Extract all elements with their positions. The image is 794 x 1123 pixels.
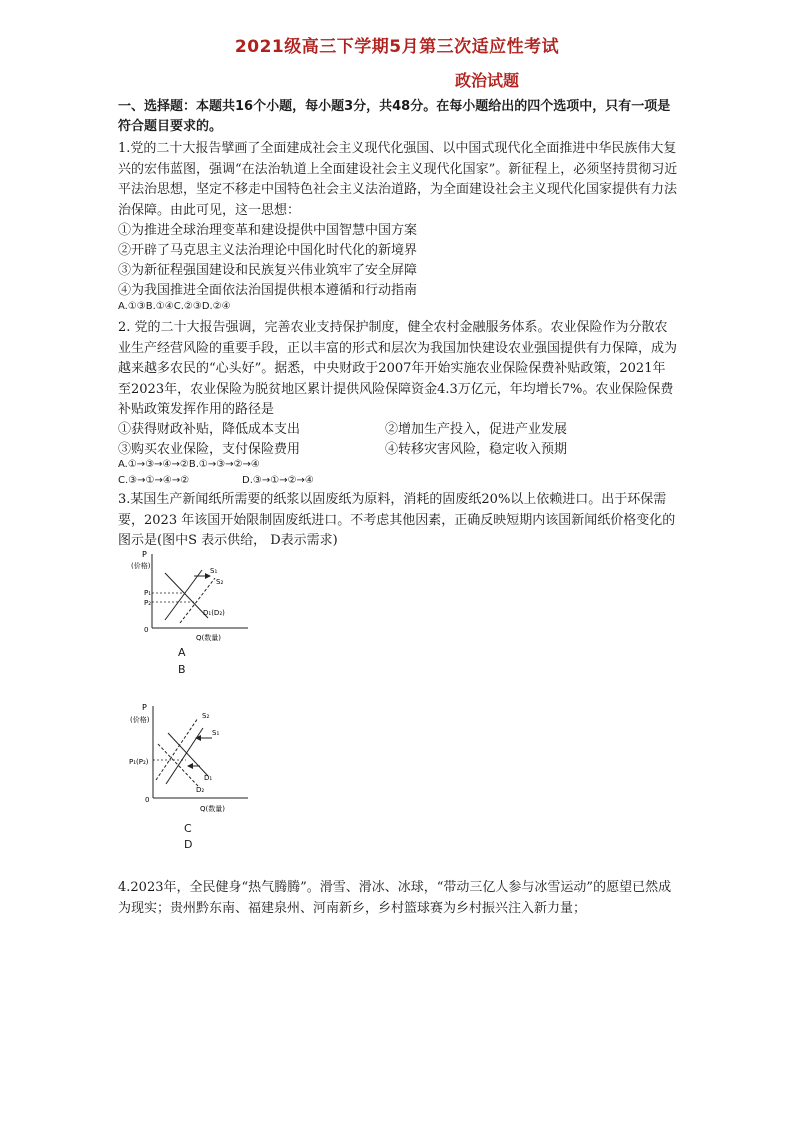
graph-2-y-axis: P (142, 703, 147, 712)
question-2-answer-c: C.③→①→④→② (118, 475, 190, 486)
graph-1-s2: S₂ (216, 578, 224, 586)
graph-1-p2: P₂ (144, 599, 152, 607)
question-1-option-2: ②开辟了马克思主义法治理论中国化时代化的新境界 (118, 243, 418, 258)
choice-label-d: D (184, 838, 193, 851)
question-1-answers: A.①③B.①④C.②③D.②④ (118, 301, 231, 312)
choice-label-c: C (184, 822, 192, 835)
exam-title: 2021级高三下学期5月第三次适应性考试 (234, 37, 560, 57)
graph-2-s1: S₁ (212, 729, 220, 737)
question-2-option-2: ②增加生产投入，促进产业发展 (385, 422, 568, 437)
question-2-answers-ab: A.①→③→④→②B.①→③→②→④ (118, 459, 260, 470)
graph-1-y-unit: (价格) (131, 562, 151, 570)
exam-subtitle: 政治试题 (455, 71, 520, 90)
graph-1-s1: S₁ (210, 567, 218, 575)
question-2-option-3: ③购买农业保险，支付保险费用 (118, 442, 301, 457)
choice-label-a: A (178, 646, 186, 659)
question-2-stem: 2. 党的二十大报告强调，完善农业支持保护制度，健全农村金融服务体系。农业保险作为分散农业生产经营风险的重要手段，正以丰富的形式和层次为我国加快建设农业强国提供有力保障，成为越来越多农民的“心头好”。据悉，中央财政于2007年开始实施农业保险保费补贴政策，2021年至2023年，农业保险为脱贫地区累计提供风险保障资金4.3万亿元，年均增长7%。农业保险保费补贴政策发挥作用的路径是 (118, 320, 678, 417)
graph-2-y-unit: (价格) (130, 716, 150, 724)
graph-1-y-axis: P (142, 550, 147, 559)
question-2-option-1: ①获得财政补贴，降低成本支出 (118, 422, 301, 437)
supply-demand-graph-1 (130, 548, 260, 648)
question-1-option-1: ①为推进全球治理变革和建设提供中国智慧中国方案 (118, 223, 418, 238)
graph-1-x-axis: Q(数量) (196, 634, 221, 642)
question-2-option-4: ④转移灾害风险，稳定收入预期 (385, 442, 568, 457)
question-3-stem: 3.某国生产新闻纸所需要的纸浆以固废纸为原料，消耗的固废纸20%以上依赖进口。出于环保需要，2023 年该国开始限制固废纸进口。不考虑其他因素，正确反映短期内该国新闻纸价格变化的图示是(图中S 表示供给， D表示需求) (118, 492, 676, 548)
question-1-option-4: ④为我国推进全面依法治国提供根本遵循和行动指南 (118, 283, 418, 298)
question-1-option-3: ③为新征程强国建设和民族复兴伟业筑牢了安全屏障 (118, 263, 418, 278)
question-4-stem: 4.2023年，全民健身“热气腾腾”。滑雪、滑冰、冰球，“带动三亿人参与冰雪运动”的愿望已然成为现实；贵州黔东南、福建泉州、河南新乡，乡村篮球赛为乡村振兴注入新力量； (118, 880, 672, 916)
graph-2-d2: D₂ (196, 786, 205, 794)
supply-demand-graph-2 (128, 698, 258, 818)
graph-1-origin: 0 (144, 626, 149, 634)
graph-2-d1: D₁ (204, 774, 213, 782)
question-2-answer-d: D.③→①→②→④ (242, 475, 314, 486)
graph-2-s2: S₂ (202, 712, 210, 720)
section-heading: 一、选择题：本题共16个小题，每小题3分，共48分。在每小题给出的四个选项中，只有一项是符合题目要求的。 (118, 99, 671, 134)
graph-1-p1: P₁ (144, 589, 152, 597)
graph-2-origin: 0 (145, 796, 150, 804)
graph-1-d: D₁(D₂) (203, 609, 225, 617)
question-1-stem: 1.党的二十大报告擘画了全面建成社会主义现代化强国、以中国式现代化全面推进中华民族伟大复兴的宏伟蓝图，强调“在法治轨道上全面建设社会主义现代化国家”。新征程上，必须坚持贯彻习近平法治思想，坚定不移走中国特色社会主义法治道路，为全面建设社会主义现代化国家提供有力法治保障。由此可见，这一思想： (118, 141, 678, 218)
graph-2-x-axis: Q(数量) (200, 805, 225, 813)
choice-label-b: B (178, 663, 186, 676)
graph-2-p: P₁(P₂) (129, 758, 149, 766)
